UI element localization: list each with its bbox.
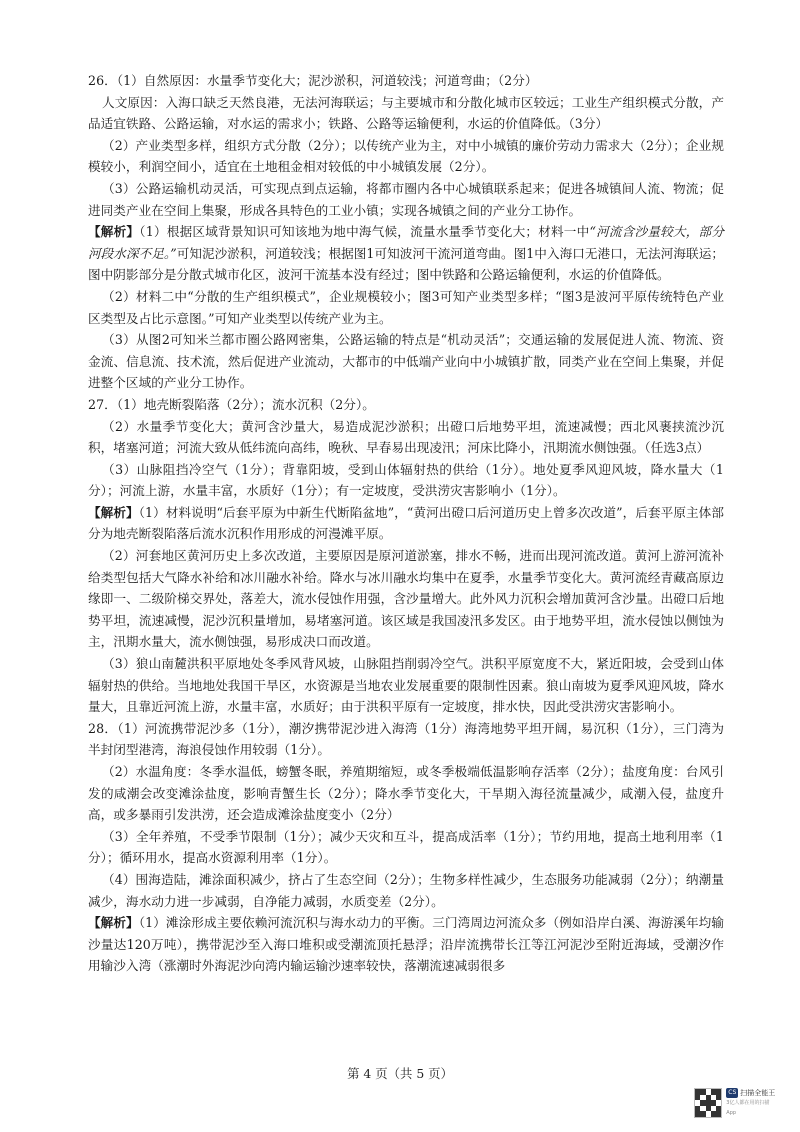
q28-line-1: 28．（1）河流携带泥沙多（1分），潮汐携带泥沙进入海湾（1分）海湾地势平坦开阔，易沉积（1分），三门湾为半封闭型港湾，海浪侵蚀作用较弱（1分）。 <box>88 720 724 758</box>
q27-analysis-2: （2）河套地区黄河历史上多次改道，主要原因是原河道淤塞，排水不畅，进而出现河流改道。黄河上游河流补给类型包括大气降水补给和冰川融水补给。降水与冰川融水均集中在夏季，水量季节变化大。黄河流经青藏高原边缘即一、二级阶梯交界处，落差大，流水侵蚀作用强，含沙量增大。此外风力沉积会增加黄河含沙量。出磴口后地势平坦，流速减慢，泥沙沉积量增加，易堵塞河道。该区域是我国凌汛多发区。由于地势平坦，流水侵蚀以侧蚀为主，汛期水量大，流水侧蚀强，易形成决口而改道。 <box>88 548 724 650</box>
q28-line-3: （3）全年养殖，不受季节限制（1分）；减少天灾和互斗，提高成活率（1分）；节约用地，提高土地利用率（1分）；循环用水，提高水资源利用率（1分）。 <box>88 828 724 866</box>
q27-analysis-1-text: （1）材料说明“后套平原为中新生代断陷盆地”，“黄河出磴口后河道历史上曾多次改道”，后套平原主体部分为地壳断裂陷落后流水沉积作用形成的河漫滩平原。 <box>88 504 724 542</box>
q26-analysis-3: （3）从图2可知米兰都市圈公路网密集，公路运输的特点是“机动灵活”；交通运输的发展促进人流、物流、资金流、信息流、技术流，然后促进产业流动，大都市的中低端产业向中小城镇扩散，同类产业在空间上集聚，并促进整个区域的产业分工协作。 <box>88 332 724 391</box>
q27-line-3: （3）山脉阻挡冷空气（1分）；背靠阳坡，受到山体辐射热的供给（1分）。地处夏季风迎风坡，降水量大（1分）；河流上游，水量丰富，水质好（1分）；有一定坡度，受洪涝灾害影响小（1分）。 <box>88 461 724 499</box>
scanner-watermark <box>694 1088 776 1118</box>
analysis-label: 【解析】 <box>88 224 140 240</box>
q28-analysis-1 <box>88 912 724 977</box>
q26-analysis-2: （2）材料二中“分散的生产组织模式”，企业规模较小；图3可知产业类型多样；“图3是波河平原传统特色产业区类型及占比示意图。”可知产业类型以传统产业为主。 <box>88 288 724 326</box>
camscanner-logo-icon: CS <box>728 1089 737 1096</box>
q26-line-1: 26．（1）自然原因：水量季节变化大；泥沙淤积，河道较浅；河道弯曲；（2分） <box>88 73 538 88</box>
page-number: 第 4 页（共 5 页） <box>347 1066 453 1081</box>
analysis-label: 【解析】 <box>88 504 139 520</box>
q26-analysis-1a: （1）根据区域背景知识可知该地为地中海气候，流量水量季节变化大；材料一中 <box>139 224 590 240</box>
q26-line-3: （2）产业类型多样，组织方式分散（2分）；以传统产业为主，对中小城镇的廉价劳动力需求大（2分）；企业规模较小，利润空间小，适宜在土地租金相对较低的中小城镇发展（2分）。 <box>88 137 724 175</box>
q26-line-4: （3）公路运输机动灵活，可实现点到点运输，将都市圈内各中心城镇联系起来；促进各城镇间人流、物流；促进同类产业在空间上集聚，形成各具特色的工业小镇；实现各城镇之间的产业分工协作。 <box>88 180 724 218</box>
q28-analysis-1-text: （1）滩涂形成主要依赖河流沉积与海水动力的平衡。三门湾周边河流众多（例如沿岸白溪、海游溪年均输沙量达120万吨），携带泥沙至入海口堆积或受潮流顶托悬浮；沿岸流携带长江等江河泥沙至附近海域，受潮汐作用输沙入湾（涨潮时外海泥沙向湾内输运输沙速率较快，落潮流速减弱很多 <box>88 915 725 974</box>
q26-analysis-1 <box>88 221 724 286</box>
q26-line-2: 人文原因：入海口缺乏天然良港，无法河海联运；与主要城市和分散化城市区较远；工业生产组织模式分散，产品适宜铁路、公路运输，对水运的需求小；铁路、公路等运输便利，水运的价值降低。（3分） <box>88 94 724 132</box>
answer-content <box>88 70 724 977</box>
analysis-label: 【解析】 <box>88 915 139 931</box>
scanner-brand: 扫描全能王 <box>740 1089 776 1097</box>
scanner-tagline: 3亿人都在用的扫描App <box>726 1100 770 1116</box>
q28-line-4: （4）围海造陆，滩涂面积减少，挤占了生态空间（2分）；生物多样性减少，生态服务功能减弱（2分）；纳潮量减少，海水动力进一步减弱，自净能力减弱，水质变差（2分）。 <box>88 871 724 909</box>
q28-line-2: （2）水温角度：冬季水温低，螃蟹冬眠，养殖期缩短，或冬季极端低温影响存活率（2分）；盐度角度：台风引发的咸潮会改变滩涂盐度，影响青蟹生长（2分）；降水季节变化大，干旱期入海径流量减少，咸潮入侵，盐度升高，或多暴雨引发洪涝，还会造成滩涂盐度变小（2分） <box>88 764 724 823</box>
q27-line-2: （2）水量季节变化大；黄河含沙量大，易造成泥沙淤积；出磴口后地势平坦，流速减慢；西北风裹挟流沙沉积，堵塞河道；河流大致从低纬流向高纬，晚秋、早春易出现凌汛；河床比降小，汛期流水侧蚀强。（任选3点） <box>88 418 724 456</box>
q27-line-1: 27．（1）地壳断裂陷落（2分）；流水沉积（2分）。 <box>88 396 375 412</box>
qr-code-icon <box>694 1088 722 1118</box>
q27-analysis-3: （3）狼山南麓洪积平原地处冬季风背风坡，山脉阻挡削弱冷空气。洪积平原宽度不大，紧近阳坡，会受到山体辐射热的供给。当地地处我国干旱区，水资源是当地农业发展重要的限制性因素。狼山南坡为夏季风迎风坡，降水量大，且靠近河流上游，水量丰富，水质好；由于洪积平原有一定坡度，排水快，因此受洪涝灾害影响小。 <box>88 656 724 715</box>
q26-analysis-quote: “河流含沙量较大，部分河段水深不足。” <box>88 224 725 261</box>
q27-analysis-1 <box>88 502 724 545</box>
q26-analysis-1b: 可知泥沙淤积，河道较浅；根据图1可知波河干流河道弯曲。图1中入海口无港口，无法河海联运；图中阴影部分是分散式城市化区，波河干流基本没有经过；图中铁路和公路运输便利，水运的价值降低。 <box>88 245 724 283</box>
